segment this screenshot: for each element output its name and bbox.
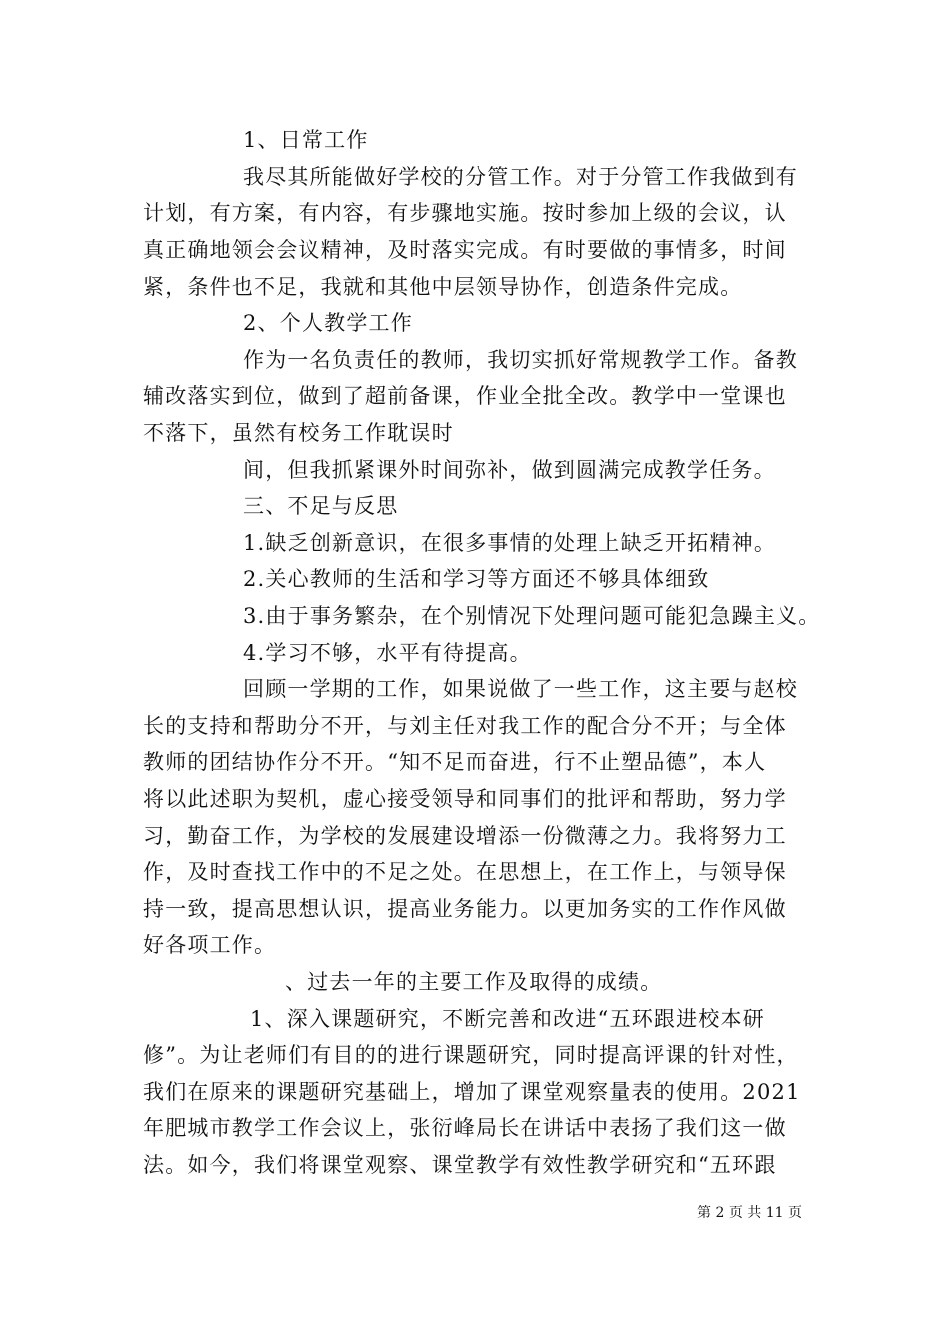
paragraph-line: 我们在原来的课题研究基础上，增加了课堂观察量表的使用。2021 xyxy=(143,1080,801,1104)
list-item: 2.关心教师的生活和学习等方面还不够具体细致 xyxy=(243,567,710,591)
paragraph-line: 作，及时查找工作中的不足之处。在思想上，在工作上，与领导保 xyxy=(143,860,787,884)
paragraph-line: 1、深入课题研究，不断完善和改进“五环跟进校本研 xyxy=(250,1007,765,1031)
page-number-footer: 第 2 页 共 11 页 xyxy=(697,1205,802,1221)
paragraph-line: 计划，有方案，有内容，有步骤地实施。按时参加上级的会议，认 xyxy=(143,201,787,225)
paragraph-line: 我尽其所能做好学校的分管工作。对于分管工作我做到有 xyxy=(243,165,798,189)
paragraph-line: 好各项工作。 xyxy=(143,933,277,957)
paragraph-line: 紧，条件也不足，我就和其他中层领导协作，创造条件完成。 xyxy=(143,275,743,299)
list-item: 4.学习不够，水平有待提高。 xyxy=(243,641,532,665)
heading-shortcomings: 三、不足与反思 xyxy=(243,494,399,518)
paragraph-line: 修”。为让老师们有目的的进行课题研究，同时提高评课的针对性， xyxy=(143,1043,799,1067)
list-item: 1.缺乏创新意识，在很多事情的处理上缺乏开拓精神。 xyxy=(243,531,777,555)
paragraph-line: 间，但我抓紧课外时间弥补，做到圆满完成教学任务。 xyxy=(243,458,776,482)
paragraph-line: 习，勤奋工作，为学校的发展建设增添一份微薄之力。我将努力工 xyxy=(143,824,787,848)
paragraph-line: 作为一名负责任的教师，我切实抓好常规教学工作。备教 xyxy=(243,348,798,372)
paragraph-line: 辅改落实到位，做到了超前备课，作业全批全改。教学中一堂课也 xyxy=(143,384,787,408)
paragraph-line: 回顾一学期的工作，如果说做了一些工作，这主要与赵校 xyxy=(243,677,798,701)
paragraph-line: 持一致，提高思想认识，提高业务能力。以更加务实的工作作风做 xyxy=(143,897,787,921)
paragraph-line: 长的支持和帮助分不开，与刘主任对我工作的配合分不开；与全体 xyxy=(143,714,787,738)
heading-daily-work: 1、日常工作 xyxy=(243,128,369,152)
paragraph-line: 不落下，虽然有校务工作耽误时 xyxy=(143,421,454,445)
list-item: 3.由于事务繁杂，在个别情况下处理问题可能犯急躁主义。 xyxy=(243,604,821,628)
paragraph-line: 年肥城市教学工作会议上，张衍峰局长在讲话中表扬了我们这一做 xyxy=(143,1116,787,1140)
paragraph-line: 法。如今，我们将课堂观察、课堂教学有效性教学研究和“五环跟 xyxy=(143,1153,777,1177)
heading-personal-teaching: 2、个人教学工作 xyxy=(243,311,413,335)
paragraph-line: 教师的团结协作分不开。“知不足而奋进，行不止塑品德”，本人 xyxy=(143,750,767,774)
paragraph-line: 真正确地领会会议精神，及时落实完成。有时要做的事情多，时间 xyxy=(143,238,787,262)
paragraph-line: 将以此述职为契机，虚心接受领导和同事们的批评和帮助，努力学 xyxy=(143,787,787,811)
heading-past-year: 、过去一年的主要工作及取得的成绩。 xyxy=(285,970,663,994)
